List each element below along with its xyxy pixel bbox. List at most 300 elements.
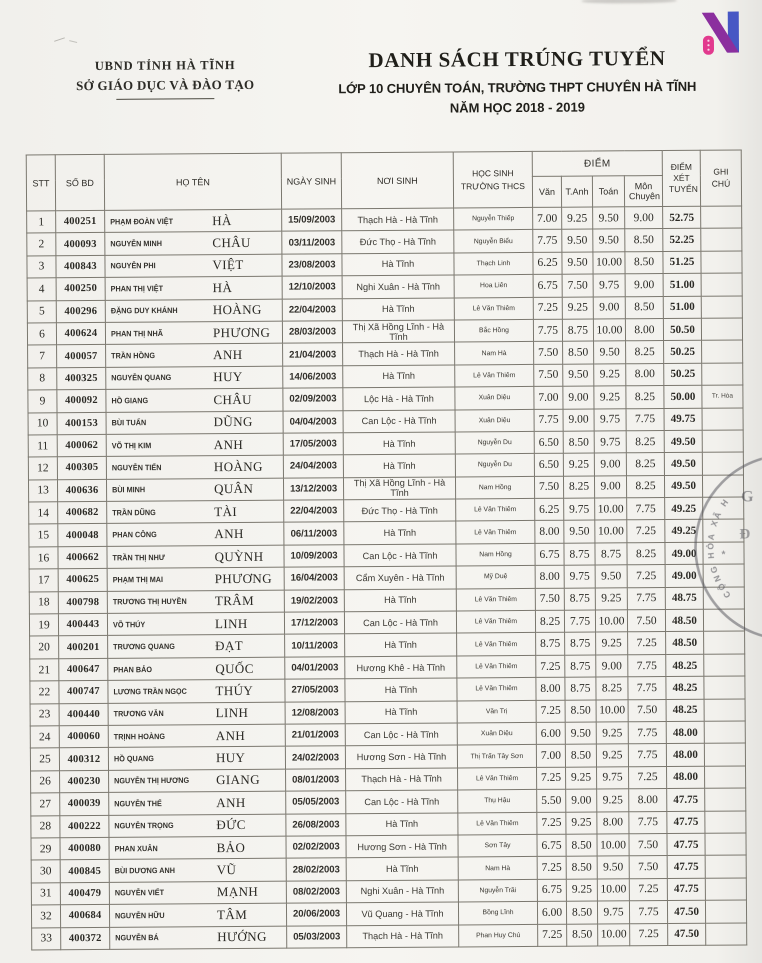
cell-diem-xet-tuyen: 48.75 — [665, 587, 703, 610]
cell-so-bd: 400624 — [56, 322, 105, 345]
ho-dem: LƯƠNG TRẦN NGỌC — [113, 686, 187, 697]
cell-stt: 7 — [28, 345, 57, 368]
cell-diem-xet-tuyen: 49.50 — [664, 453, 702, 476]
cell-noi-sinh: Can Lộc - Hà Tĩnh — [343, 409, 455, 432]
cell-ngay-sinh: 08/01/2003 — [286, 769, 346, 792]
ho-dem: NGUYỄN MINH — [110, 239, 162, 249]
cell-ngay-sinh: 20/06/2003 — [286, 903, 346, 926]
cell-diem-chuyen: 7.75 — [627, 498, 665, 521]
cell-ho-ten — [106, 478, 283, 502]
table-row — [32, 922, 747, 949]
stamp-star: * — [721, 549, 726, 561]
ho-dem: ĐẶNG DUY KHÁNH — [110, 306, 178, 316]
cell-diem-toan: 9.50 — [595, 565, 627, 588]
cell-truong-thcs: Văn Trị — [457, 700, 536, 723]
ho-dem: NGUYỄN HỮU — [115, 910, 165, 921]
cell-truong-thcs: Lê Văn Thiêm — [457, 678, 536, 701]
cell-diem-chuyen: 8.25 — [626, 475, 664, 498]
cell-ngay-sinh: 27/05/2003 — [285, 679, 345, 702]
ten: PHƯƠNG — [214, 570, 273, 587]
cell-so-bd: 400682 — [58, 501, 107, 524]
ten: HƯỚNG — [217, 928, 267, 945]
cell-diem-chuyen: 7.75 — [629, 811, 667, 834]
ho-dem: TRẦN HỒNG — [111, 351, 156, 361]
cell-diem-xet-tuyen: 48.50 — [665, 609, 703, 632]
cell-noi-sinh: Hà Tĩnh — [342, 253, 454, 276]
cell-diem-xet-tuyen: 49.25 — [665, 497, 703, 520]
cell-diem-tanh: 8.50 — [565, 744, 596, 767]
cell-so-bd: 400201 — [59, 636, 108, 659]
cell-stt: 4 — [27, 278, 56, 301]
cell-so-bd: 400062 — [57, 434, 106, 457]
cell-diem-van: 7.25 — [536, 655, 565, 678]
ho-dem: PHẠM ĐOÀN VIỆT — [110, 216, 174, 227]
ho-dem: VÕ THỊ KIM — [111, 440, 152, 450]
cell-stt: 18 — [29, 591, 58, 614]
cell-diem-toan: 9.00 — [594, 453, 626, 476]
cell-diem-tanh: 8.75 — [564, 543, 595, 566]
cell-stt: 1 — [27, 211, 56, 234]
ten: ANH — [215, 727, 246, 743]
cell-diem-toan: 10.00 — [596, 699, 628, 722]
cell-noi-sinh: Cẩm Xuyên - Hà Tĩnh — [344, 566, 456, 589]
cell-noi-sinh: Hà Tĩnh — [343, 454, 455, 477]
cell-noi-sinh: Can Lộc - Hà Tĩnh — [345, 723, 457, 746]
cell-so-bd: 400222 — [60, 815, 109, 838]
cell-ngay-sinh: 14/06/2003 — [283, 365, 343, 388]
cell-noi-sinh: Hương Sơn - Hà Tĩnh — [345, 745, 457, 768]
cell-diem-van: 8.75 — [536, 633, 565, 656]
cell-diem-van: 6.75 — [537, 834, 566, 857]
cell-so-bd: 400747 — [59, 681, 108, 704]
cell-noi-sinh: Can Lộc - Hà Tĩnh — [346, 790, 458, 813]
cell-diem-tanh: 9.50 — [564, 520, 595, 543]
cell-ghi-chu — [705, 833, 746, 856]
cell-ngay-sinh: 05/03/2003 — [287, 925, 347, 948]
cell-truong-thcs: Xuân Diệu — [455, 387, 534, 410]
cell-noi-sinh: Hương Khê - Hà Tĩnh — [345, 656, 457, 679]
cell-noi-sinh: Đức Thọ - Hà Tĩnh — [342, 230, 454, 253]
ho-dem: VÕ THÚY — [112, 619, 146, 630]
cell-diem-van: 7.25 — [537, 812, 566, 835]
cell-stt: 21 — [30, 659, 59, 682]
cell-ho-ten — [109, 814, 286, 838]
cell-truong-thcs: Xuân Diệu — [455, 409, 534, 432]
cell-ho-ten — [107, 500, 284, 524]
cell-diem-xet-tuyen: 48.00 — [666, 721, 704, 744]
ten: HOÀNG — [212, 302, 262, 318]
cell-diem-toan: 9.25 — [597, 789, 629, 812]
cell-diem-xet-tuyen: 50.50 — [663, 318, 701, 341]
cell-diem-chuyen: 7.25 — [627, 520, 665, 543]
cell-stt: 32 — [31, 905, 60, 928]
cell-diem-chuyen: 8.50 — [625, 229, 663, 252]
cell-diem-tanh: 9.25 — [563, 453, 594, 476]
cell-ghi-chu — [705, 900, 746, 923]
ten: TRÂM — [214, 593, 255, 609]
cell-stt: 16 — [29, 547, 58, 570]
cell-diem-van: 6.50 — [534, 431, 563, 454]
ten: CHÂU — [212, 234, 251, 251]
stamp-letter-top: G — [741, 488, 754, 506]
cell-ho-ten — [105, 321, 282, 345]
cell-ngay-sinh: 04/04/2003 — [283, 410, 343, 433]
cell-diem-van: 7.25 — [536, 700, 565, 723]
cell-ho-ten — [108, 657, 285, 681]
ho-dem: NGUYỄN QUANG — [111, 373, 172, 383]
ten: THÚY — [215, 682, 254, 699]
cell-diem-xet-tuyen: 50.00 — [664, 385, 702, 408]
cell-so-bd: 400843 — [56, 255, 105, 278]
cell-diem-tanh: 9.25 — [562, 297, 593, 320]
cell-diem-xet-tuyen: 50.25 — [664, 341, 702, 364]
ten: CHÂU — [213, 391, 252, 407]
cell-diem-chuyen: 7.25 — [629, 878, 667, 901]
cell-diem-van: 5.50 — [537, 789, 566, 812]
cell-diem-toan: 8.75 — [595, 543, 627, 566]
cell-noi-sinh: Can Lộc - Hà Tĩnh — [344, 611, 456, 634]
cell-diem-van: 7.25 — [538, 924, 567, 947]
cell-diem-xet-tuyen: 48.00 — [666, 744, 704, 767]
cell-diem-tanh: 7.50 — [562, 274, 593, 297]
cell-diem-tanh: 8.25 — [563, 476, 594, 499]
cell-so-bd: 400443 — [58, 613, 107, 636]
cell-diem-chuyen: 7.75 — [629, 901, 667, 924]
ten: TÀI — [214, 503, 238, 519]
col-header-t-anh: T.Anh — [561, 176, 592, 207]
ho-dem: TRỊNH HOÀNG — [113, 731, 165, 742]
cell-diem-xet-tuyen: 52.25 — [663, 229, 701, 252]
cell-diem-xet-tuyen: 48.25 — [666, 654, 704, 677]
cell-ho-ten — [106, 411, 283, 435]
cell-ho-ten — [108, 679, 285, 703]
cell-so-bd: 400440 — [59, 703, 108, 726]
cell-so-bd: 400060 — [59, 725, 108, 748]
ho-dem: HỒ QUANG — [113, 754, 154, 764]
cell-stt: 9 — [28, 390, 57, 413]
cell-truong-thcs: Lê Văn Thiêm — [456, 499, 535, 522]
ten: HOÀNG — [213, 458, 263, 475]
cell-diem-tanh: 8.50 — [563, 341, 594, 364]
ho-dem: PHẠM THỊ MAI — [112, 574, 164, 585]
cell-diem-chuyen: 7.25 — [629, 766, 667, 789]
cell-diem-van: 6.25 — [535, 498, 564, 521]
cell-so-bd: 400153 — [57, 412, 106, 435]
col-header-ngay-sinh: NGÀY SINH — [281, 153, 341, 209]
cell-diem-toan: 10.00 — [595, 498, 627, 521]
table-header — [26, 150, 741, 211]
cell-diem-chuyen: 7.50 — [627, 610, 665, 633]
cell-stt: 22 — [30, 681, 59, 704]
cell-so-bd: 400845 — [60, 860, 109, 883]
cell-diem-tanh: 8.50 — [565, 700, 596, 723]
cell-diem-toan: 8.25 — [596, 677, 628, 700]
cell-diem-van: 7.50 — [534, 364, 563, 387]
cell-noi-sinh: Hương Sơn - Hà Tĩnh — [346, 835, 458, 858]
cell-diem-toan: 10.00 — [593, 319, 625, 342]
cell-ngay-sinh: 10/11/2003 — [285, 634, 345, 657]
ho-dem: NGUYỄN PHI — [110, 261, 156, 271]
cell-diem-chuyen: 9.00 — [625, 274, 663, 297]
cell-diem-van: 7.00 — [536, 745, 565, 768]
ten: BẢO — [216, 839, 246, 855]
cell-truong-thcs: Nguyễn Thiếp — [454, 207, 533, 230]
cell-diem-chuyen: 7.50 — [629, 856, 667, 879]
cell-ho-ten — [107, 567, 284, 591]
page-subtitle: LỚP 10 CHUYÊN TOÁN, TRƯỜNG THPT CHUYÊN HÀ TĨNH — [338, 78, 697, 97]
cell-diem-toan: 9.00 — [594, 475, 626, 498]
cell-so-bd: 400230 — [60, 770, 109, 793]
cell-truong-thcs: Nguyễn Du — [455, 431, 534, 454]
cell-truong-thcs: Nguyễn Biểu — [454, 230, 533, 253]
col-header-ho-ten: HỌ TÊN — [104, 153, 281, 210]
cell-ngay-sinh: 17/12/2003 — [284, 612, 344, 635]
cell-ngay-sinh: 02/09/2003 — [283, 388, 343, 411]
cell-diem-xet-tuyen: 47.50 — [667, 900, 705, 923]
scan-smudge — [582, 0, 677, 4]
cell-stt: 8 — [28, 367, 57, 390]
cell-ngay-sinh: 17/05/2003 — [283, 433, 343, 456]
cell-diem-van: 7.50 — [535, 588, 564, 611]
ho-dem: BÙI DƯƠNG ANH — [114, 865, 176, 876]
cell-ho-ten — [110, 926, 287, 950]
cell-noi-sinh: Hà Tĩnh — [344, 521, 456, 544]
cell-truong-thcs: Lê Văn Thiêm — [456, 521, 535, 544]
cell-ghi-chu — [704, 743, 745, 766]
cell-noi-sinh: Hà Tĩnh — [343, 365, 455, 388]
ho-dem: TRẦN DŨNG — [112, 507, 156, 518]
cell-stt: 6 — [27, 323, 56, 346]
cell-diem-van: 7.25 — [533, 297, 562, 320]
cell-truong-thcs: Lê Văn Thiêm — [454, 297, 533, 320]
cell-diem-chuyen: 7.75 — [628, 744, 666, 767]
col-header-stt: STT — [26, 155, 55, 211]
cell-diem-toan: 9.25 — [595, 587, 627, 610]
cell-ho-ten — [105, 209, 282, 233]
ten: HÀ — [212, 279, 233, 296]
cell-stt: 3 — [27, 256, 56, 279]
cell-ho-ten — [106, 433, 283, 457]
cell-ghi-chu — [703, 475, 744, 498]
n-watermark-icon — [701, 9, 741, 57]
cell-ngay-sinh: 10/09/2003 — [284, 545, 344, 568]
cell-diem-van: 8.25 — [535, 610, 564, 633]
cell-so-bd: 400625 — [58, 569, 107, 592]
ho-dem: NGUYỄN VIẾT — [114, 888, 165, 898]
cell-stt: 31 — [31, 882, 60, 905]
ten: HUY — [215, 750, 246, 766]
ho-dem: NGUYỄN THỊ HƯƠNG — [114, 776, 190, 786]
cell-stt: 27 — [31, 793, 60, 816]
cell-stt: 28 — [31, 815, 60, 838]
cell-diem-chuyen: 7.75 — [628, 721, 666, 744]
stamp-arc-text: CỘNG HÒA XÃ H — [705, 495, 733, 601]
cell-truong-thcs: Thụ Hậu — [458, 790, 537, 813]
ho-dem: TRƯƠNG VĂN — [113, 709, 164, 719]
cell-diem-tanh: 9.75 — [564, 498, 595, 521]
cell-truong-thcs: Mỹ Duệ — [456, 566, 535, 589]
cell-ghi-chu: Tr. Hòa — [702, 385, 743, 408]
cell-diem-xet-tuyen: 49.00 — [665, 565, 703, 588]
cell-ghi-chu — [704, 699, 745, 722]
cell-so-bd: 400479 — [60, 882, 109, 905]
ho-dem: NGUYỄN THẾ — [114, 798, 162, 809]
cell-diem-chuyen: 8.50 — [625, 251, 663, 274]
cell-diem-chuyen: 8.00 — [629, 789, 667, 812]
cell-diem-toan: 9.00 — [596, 655, 628, 678]
cell-ngay-sinh: 03/11/2003 — [282, 231, 342, 254]
ho-dem: BÙI MINH — [112, 485, 146, 495]
cell-ghi-chu — [701, 228, 742, 251]
cell-diem-xet-tuyen: 47.75 — [667, 878, 705, 901]
cell-diem-chuyen: 7.25 — [630, 923, 668, 946]
cell-ngay-sinh: 26/08/2003 — [286, 813, 346, 836]
cell-diem-van: 7.00 — [533, 207, 562, 230]
col-header-noi-sinh: NƠI SINH — [341, 152, 453, 209]
col-header-diem-xet-tuyen: ĐIỂM XÉT TUYỂN — [662, 150, 700, 206]
cell-diem-tanh: 8.75 — [565, 677, 596, 700]
cell-stt: 11 — [28, 435, 57, 458]
ho-dem: PHAN XUÂN — [114, 843, 158, 853]
cell-stt: 13 — [28, 479, 57, 502]
col-header-truong-thcs: HỌC SINH TRƯỜNG THCS — [453, 151, 532, 208]
cell-ho-ten — [105, 232, 282, 256]
cell-ho-ten — [108, 702, 285, 726]
cell-so-bd: 400039 — [60, 793, 109, 816]
cell-truong-thcs: Bắc Hồng — [454, 319, 533, 342]
cell-diem-chuyen: 7.50 — [628, 699, 666, 722]
cell-ho-ten — [107, 612, 284, 636]
cell-diem-tanh: 8.75 — [562, 319, 593, 342]
cell-ho-ten — [108, 747, 285, 771]
cell-diem-tanh: 9.50 — [562, 229, 593, 252]
cell-truong-thcs: Nam Hà — [458, 857, 537, 880]
ho-dem: PHAN THỊ VIỆT — [110, 283, 164, 294]
cell-diem-chuyen: 8.25 — [626, 341, 664, 364]
cell-diem-tanh: 8.50 — [566, 856, 597, 879]
cell-ho-ten — [109, 903, 286, 927]
cell-diem-xet-tuyen: 47.75 — [667, 811, 705, 834]
cell-diem-xet-tuyen: 47.75 — [667, 833, 705, 856]
cell-diem-van: 6.00 — [537, 901, 566, 924]
cell-diem-xet-tuyen: 49.00 — [665, 542, 703, 565]
cell-diem-chuyen: 7.75 — [626, 408, 664, 431]
ho-dem: NGUYỄN BÁ — [115, 933, 159, 943]
cell-noi-sinh: Hà Tĩnh — [342, 298, 454, 321]
cell-ghi-chu — [704, 721, 745, 744]
cell-ngay-sinh: 12/10/2003 — [282, 276, 342, 299]
cell-ngay-sinh: 28/02/2003 — [286, 858, 346, 881]
ten: TÂM — [216, 906, 248, 922]
cell-ghi-chu — [703, 497, 744, 520]
ten: ĐỨC — [216, 817, 246, 833]
cell-ghi-chu — [704, 631, 745, 654]
cell-diem-toan: 9.25 — [596, 632, 628, 655]
cell-ghi-chu — [705, 788, 746, 811]
cell-stt: 20 — [30, 636, 59, 659]
cell-stt: 14 — [29, 502, 58, 525]
cell-ho-ten — [107, 523, 284, 547]
col-header-ghi-chu: GHI CHÚ — [700, 150, 741, 206]
cell-noi-sinh: Lộc Hà - Hà Tĩnh — [343, 387, 455, 410]
cell-so-bd: 400684 — [60, 905, 109, 928]
cell-noi-sinh: Hà Tĩnh — [344, 589, 456, 612]
cell-stt: 23 — [30, 703, 59, 726]
cell-diem-xet-tuyen: 48.25 — [666, 676, 704, 699]
cell-diem-xet-tuyen: 48.25 — [666, 699, 704, 722]
cell-noi-sinh: Hà Tĩnh — [345, 678, 457, 701]
cell-ghi-chu — [701, 273, 742, 296]
cell-diem-toan: 10.00 — [593, 252, 625, 275]
cell-diem-toan: 10.00 — [597, 834, 629, 857]
cell-truong-thcs: Lê Văn Thiêm — [457, 655, 536, 678]
cell-diem-tanh: 8.50 — [566, 834, 597, 857]
admission-table — [26, 149, 751, 950]
cell-diem-tanh: 9.00 — [563, 386, 594, 409]
ten: VŨ — [216, 862, 237, 878]
cell-stt: 26 — [31, 771, 60, 794]
cell-diem-toan: 9.25 — [596, 722, 628, 745]
cell-truong-thcs: Thạch Linh — [454, 252, 533, 275]
cell-diem-van: 7.25 — [537, 767, 566, 790]
cell-diem-xet-tuyen: 48.50 — [666, 632, 704, 655]
ho-dem: NGUYỄN TIẾN — [111, 463, 162, 473]
cell-so-bd: 400057 — [57, 345, 106, 368]
cell-noi-sinh: Thạch Hà - Hà Tĩnh — [346, 768, 458, 791]
ten: PHƯƠNG — [212, 324, 271, 340]
org-underline — [116, 98, 214, 100]
cell-so-bd: 400251 — [56, 210, 105, 233]
cell-ngay-sinh: 24/02/2003 — [285, 746, 345, 769]
cell-diem-toan: 9.25 — [596, 744, 628, 767]
cell-diem-van: 6.00 — [536, 722, 565, 745]
cell-diem-tanh: 9.75 — [564, 565, 595, 588]
ten: ĐẠT — [215, 638, 244, 654]
cell-diem-van: 6.75 — [537, 879, 566, 902]
cell-diem-xet-tuyen: 47.50 — [668, 923, 706, 946]
cell-truong-thcs: Nguyễn Trãi — [458, 879, 537, 902]
cell-ho-ten — [105, 276, 282, 300]
cell-noi-sinh: Hà Tĩnh — [346, 813, 458, 836]
cell-noi-sinh: Hà Tĩnh — [343, 432, 455, 455]
cell-ghi-chu — [706, 922, 747, 945]
cell-truong-thcs: Hoa Liên — [454, 275, 533, 298]
col-header-toan: Toán — [592, 176, 624, 207]
cell-truong-thcs: Nam Hồng — [456, 543, 535, 566]
cell-diem-chuyen: 7.75 — [628, 654, 666, 677]
cell-diem-van: 6.75 — [533, 274, 562, 297]
cell-diem-chuyen: 7.25 — [628, 632, 666, 655]
cell-diem-toan: 9.50 — [593, 207, 625, 230]
cell-diem-tanh: 9.50 — [563, 364, 594, 387]
cell-ngay-sinh: 02/02/2003 — [286, 836, 346, 859]
cell-diem-xet-tuyen: 47.75 — [667, 856, 705, 879]
ten: QUÂN — [214, 481, 254, 497]
issuing-org-block — [35, 58, 295, 101]
cell-diem-toan: 9.75 — [593, 274, 625, 297]
cell-so-bd: 400305 — [57, 457, 106, 480]
cell-ngay-sinh: 06/11/2003 — [284, 522, 344, 545]
cell-diem-tanh: 8.50 — [567, 923, 598, 946]
cell-stt: 24 — [30, 726, 59, 749]
cell-ngay-sinh: 15/09/2003 — [282, 209, 342, 232]
cell-diem-xet-tuyen: 51.00 — [663, 296, 701, 319]
cell-so-bd: 400798 — [58, 591, 107, 614]
ho-dem: TRẦN THỊ NHƯ — [112, 552, 165, 562]
cell-ghi-chu — [703, 519, 744, 542]
school-year: NĂM HỌC 2018 - 2019 — [449, 99, 586, 116]
cell-diem-toan: 10.00 — [595, 610, 627, 633]
